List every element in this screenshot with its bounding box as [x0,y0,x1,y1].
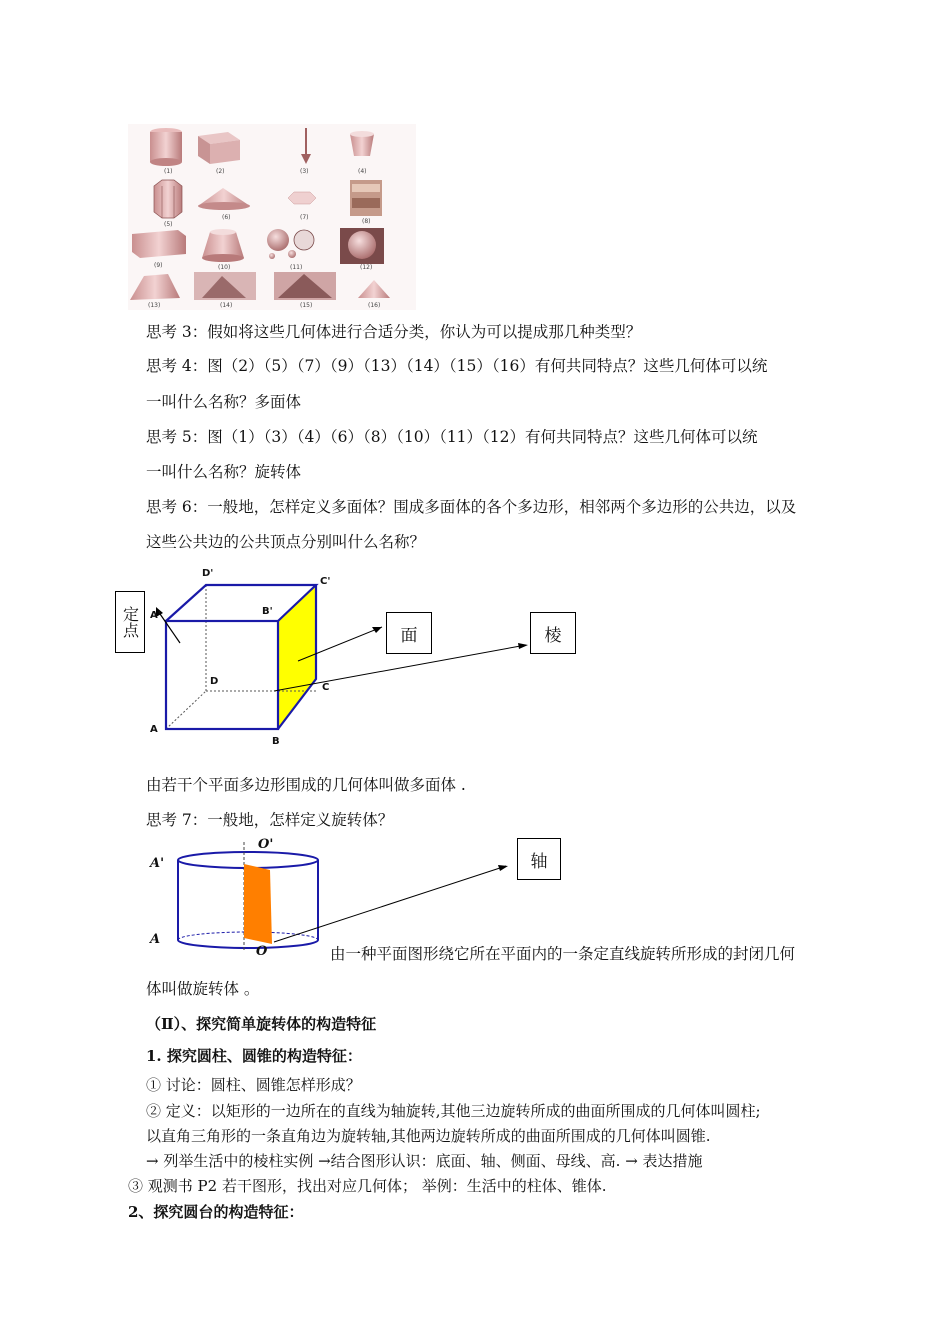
figure-label: (13) [148,302,161,309]
solid-11-balls [267,229,314,259]
label-B: B [272,736,280,747]
axis-box: 轴 [517,838,561,880]
label-O: O [256,944,268,959]
solids-figure-grid [128,124,416,310]
figure-label: (15) [300,302,313,309]
solid-1-cylinder [150,128,182,166]
solid-10-frustum [202,229,244,262]
figure-label: (7) [300,214,309,221]
question-7: 思考 7：一般地，怎样定义旋转体？ [146,811,394,829]
label-O1: O' [258,837,274,852]
figure-label: (1) [164,168,173,175]
figure-label: (8) [362,218,371,225]
figure-label: (10) [218,264,231,271]
figure-label: (2) [216,168,225,175]
question-4-line2: 一叫什么名称？多面体 [146,393,302,411]
label-cyl-A1: A' [150,856,165,871]
cube-diagram [110,565,590,755]
rotation-definition-line2: 体叫做旋转体 。 [146,980,260,998]
label-D1: D' [202,568,214,579]
solid-13-trapezoid [130,274,180,300]
figure-label: (12) [360,264,373,271]
figure-label: (14) [220,302,233,309]
edge-box: 棱 [530,612,576,654]
arrow-steps: → 列举生活中的棱柱实例 →结合图形认识：底面、轴、侧面、母线、高. → 表达措施 [146,1152,703,1170]
figure-label: (9) [154,262,163,269]
question-3: 思考 3：假如将这些几何体进行合适分类，你认为可以提成那几种类型？ [146,323,642,341]
cube-face-highlight [278,585,316,729]
solid-16-pyramid [358,280,390,298]
question-4-line1: 思考 4：图（2）（5）（7）（9）（13）（14）（15）（16）有何共同特点？这些几何体可以统 [146,357,768,375]
rotating-rectangle [244,864,272,944]
item-definition: ② 定义：以矩形的一边所在的直线为轴旋转,其他三边旋转所成的曲面所围成的几何体叫圆柱; [146,1102,761,1120]
solid-5-prism [154,180,182,218]
figure-label: (11) [290,264,303,271]
solid-9-slab [132,230,186,258]
polyhedron-definition: 由若干个平面多边形围成的几何体叫做多面体 . [146,776,466,794]
solid-6-cone [198,188,250,210]
figure-label: (6) [222,214,231,221]
label-cyl-A: A [150,932,161,947]
label-A: A [150,724,158,735]
item-definition-continued: 以直角三角形的一条直角边为旋转轴,其他两边旋转所成的曲面所围成的几何体叫圆锥. [146,1127,711,1145]
figure-label: (4) [358,168,367,175]
figure-label: (16) [368,302,381,309]
solid-4-cup [350,131,374,156]
question-6-line2: 这些公共边的公共顶点分别叫什么名称？ [146,533,426,551]
section-heading: （Ⅱ）、探究简单旋转体的构造特征 [146,1015,377,1033]
rotation-definition-line1: 由一种平面图形绕它所在平面内的一条定直线旋转所形成的封闭几何 [330,945,796,963]
subsection-1-heading: 1. 探究圆柱、圆锥的构造特征： [146,1047,362,1065]
solid-12-sphere [340,228,384,264]
label-B1: B' [262,606,273,617]
subsection-2-heading: 2、探究圆台的构造特征： [128,1203,304,1221]
cube-front-face [166,621,278,729]
solid-7-hexagon [288,192,316,204]
question-5-line2: 一叫什么名称？旋转体 [146,463,302,481]
question-5-line1: 思考 5：图（1）（3）（4）（6）（8）（10）（11）（12）有何共同特点？这些几何体可以统 [146,428,758,446]
vertex-arrow [158,611,180,643]
solid-14-pyramid-photo [194,272,256,300]
axis-arrow [274,866,506,942]
vertex-box: 定点 [115,591,145,653]
figure-label: (5) [164,221,173,228]
label-A1: A' [150,610,161,621]
item-discussion: ① 讨论：圆柱、圆锥怎样形成？ [146,1076,361,1094]
solid-15-pyramid-photo [274,272,336,300]
question-6-line1: 思考 6：一般地，怎样定义多面体？围成多面体的各个多边形，相邻两个多边形的公共边，以及 [146,498,797,516]
solids-figure [128,124,416,310]
label-C: C [322,682,330,693]
solid-2-box [198,132,240,164]
solid-3-arrow [301,128,311,164]
figure-label: (3) [300,168,309,175]
label-C1: C' [320,576,331,587]
label-D: D [210,676,219,687]
item-observe: ③ 观测书 P2 若干图形，找出对应几何体； 举例：生活中的柱体、锥体. [128,1177,607,1195]
solid-8-photo [350,180,382,216]
face-box: 面 [386,612,432,654]
